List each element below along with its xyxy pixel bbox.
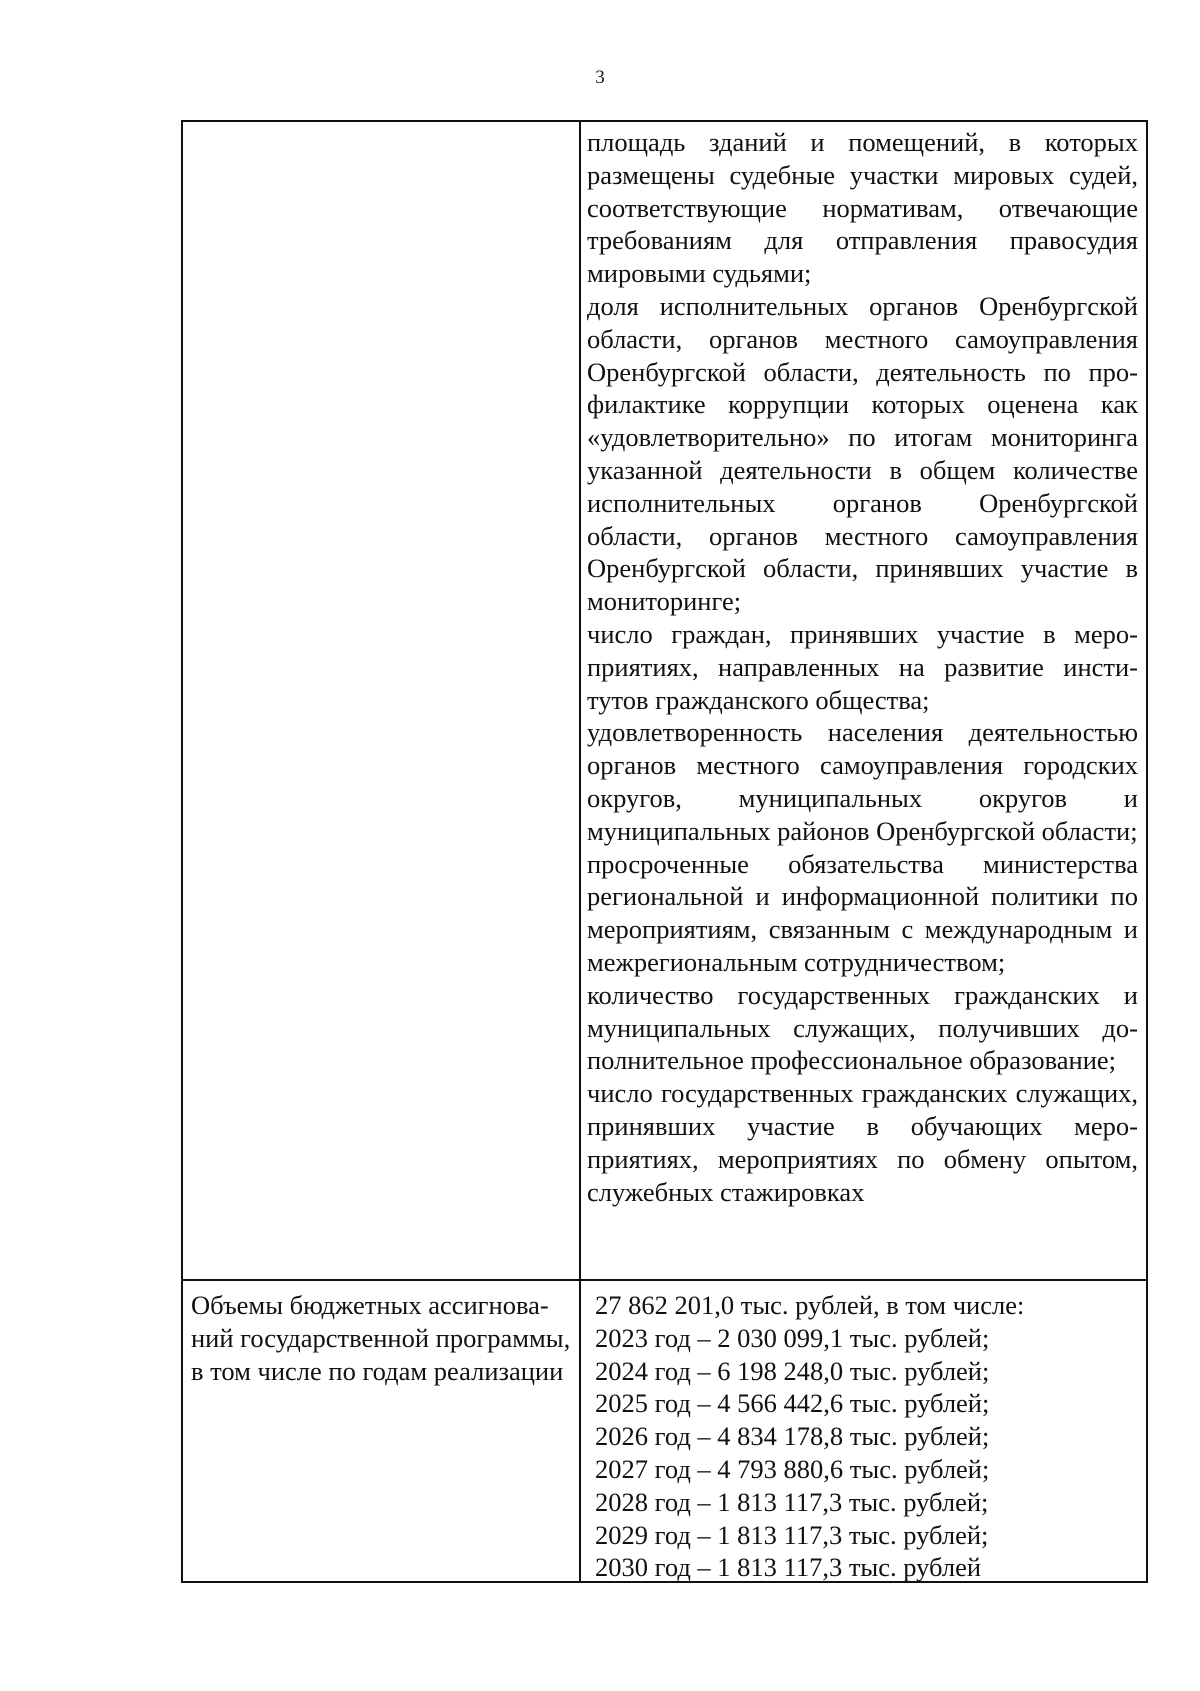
budget-label: Объемы бюджетных ассигнований государственной программы, в том числе по годам реализации — [191, 1290, 571, 1386]
indicator-item: доля исполнительных органов Оренбургской области, органов местного самоуправления Оренбургской области, деятельность по профилактике коррупции которых оценена как «удовлетворительно» по итогам мониторинга указанной деятельности в общем количестве исполнительных органов Оренбургской области, органов местного самоуправления Оренбургской области, принявших участие в мониторинге; — [587, 290, 1138, 617]
budget-year-line: 2030 год – 1 813 117,3 тыс. рублей — [595, 1552, 982, 1583]
budget-year-line: 2024 год – 6 198 248,0 тыс. рублей; — [595, 1355, 990, 1386]
budget-label-cell — [183, 1281, 581, 1581]
budget-year-line: 2026 год – 4 834 178,8 тыс. рублей; — [595, 1421, 990, 1452]
indicator-item: площадь зданий и помещений, в которых размещены судебные участки мировых судей, соответствующие нормативам, отвечающие требованиям для отправления правосудия мировыми судьями; — [587, 127, 1138, 289]
budget-year-line: 2028 год – 1 813 117,3 тыс. рублей; — [595, 1486, 989, 1517]
program-passport-table — [181, 120, 1148, 1583]
budget-row — [183, 1279, 1146, 1581]
budget-year-line: 2029 год – 1 813 117,3 тыс. рублей; — [595, 1519, 989, 1550]
budget-total: 27 862 201,0 тыс. рублей, в том числе: — [595, 1290, 1025, 1320]
budget-year-line: 2027 год – 4 793 880,6 тыс. рублей; — [595, 1453, 990, 1484]
budget-year-line: 2023 год – 2 030 099,1 тыс. рублей; — [595, 1322, 990, 1353]
indicator-item: количество государственных гражданских и муниципальных служащих, получивших дополнительное профессиональное образование; — [587, 979, 1138, 1076]
page-number: 3 — [595, 67, 605, 88]
indicators-cell — [581, 122, 1146, 1279]
indicators-label-cell — [183, 122, 581, 1279]
indicators-row — [183, 122, 1146, 1279]
budget-values-cell — [581, 1281, 1146, 1581]
indicator-item: удовлетворенность населения деятельностью органов местного самоуправления городских округов, муниципальных округов и муниципальных районов Оренбургской области; — [587, 717, 1138, 846]
indicator-item: просроченные обязательства министерства региональной и информационной политики по мероприятиям, связанным с международным и межрегиональным сотрудничеством; — [587, 848, 1138, 977]
indicator-item: число государственных гражданских служащих, принявших участие в обучающих мероприятиях, мероприятиях по обмену опытом, служебных стажировках — [587, 1078, 1138, 1207]
budget-year-line: 2025 год – 4 566 442,6 тыс. рублей; — [595, 1388, 990, 1419]
indicator-item: число граждан, принявших участие в мероприятиях, направленных на развитие институтов гражданского общества; — [587, 618, 1138, 715]
